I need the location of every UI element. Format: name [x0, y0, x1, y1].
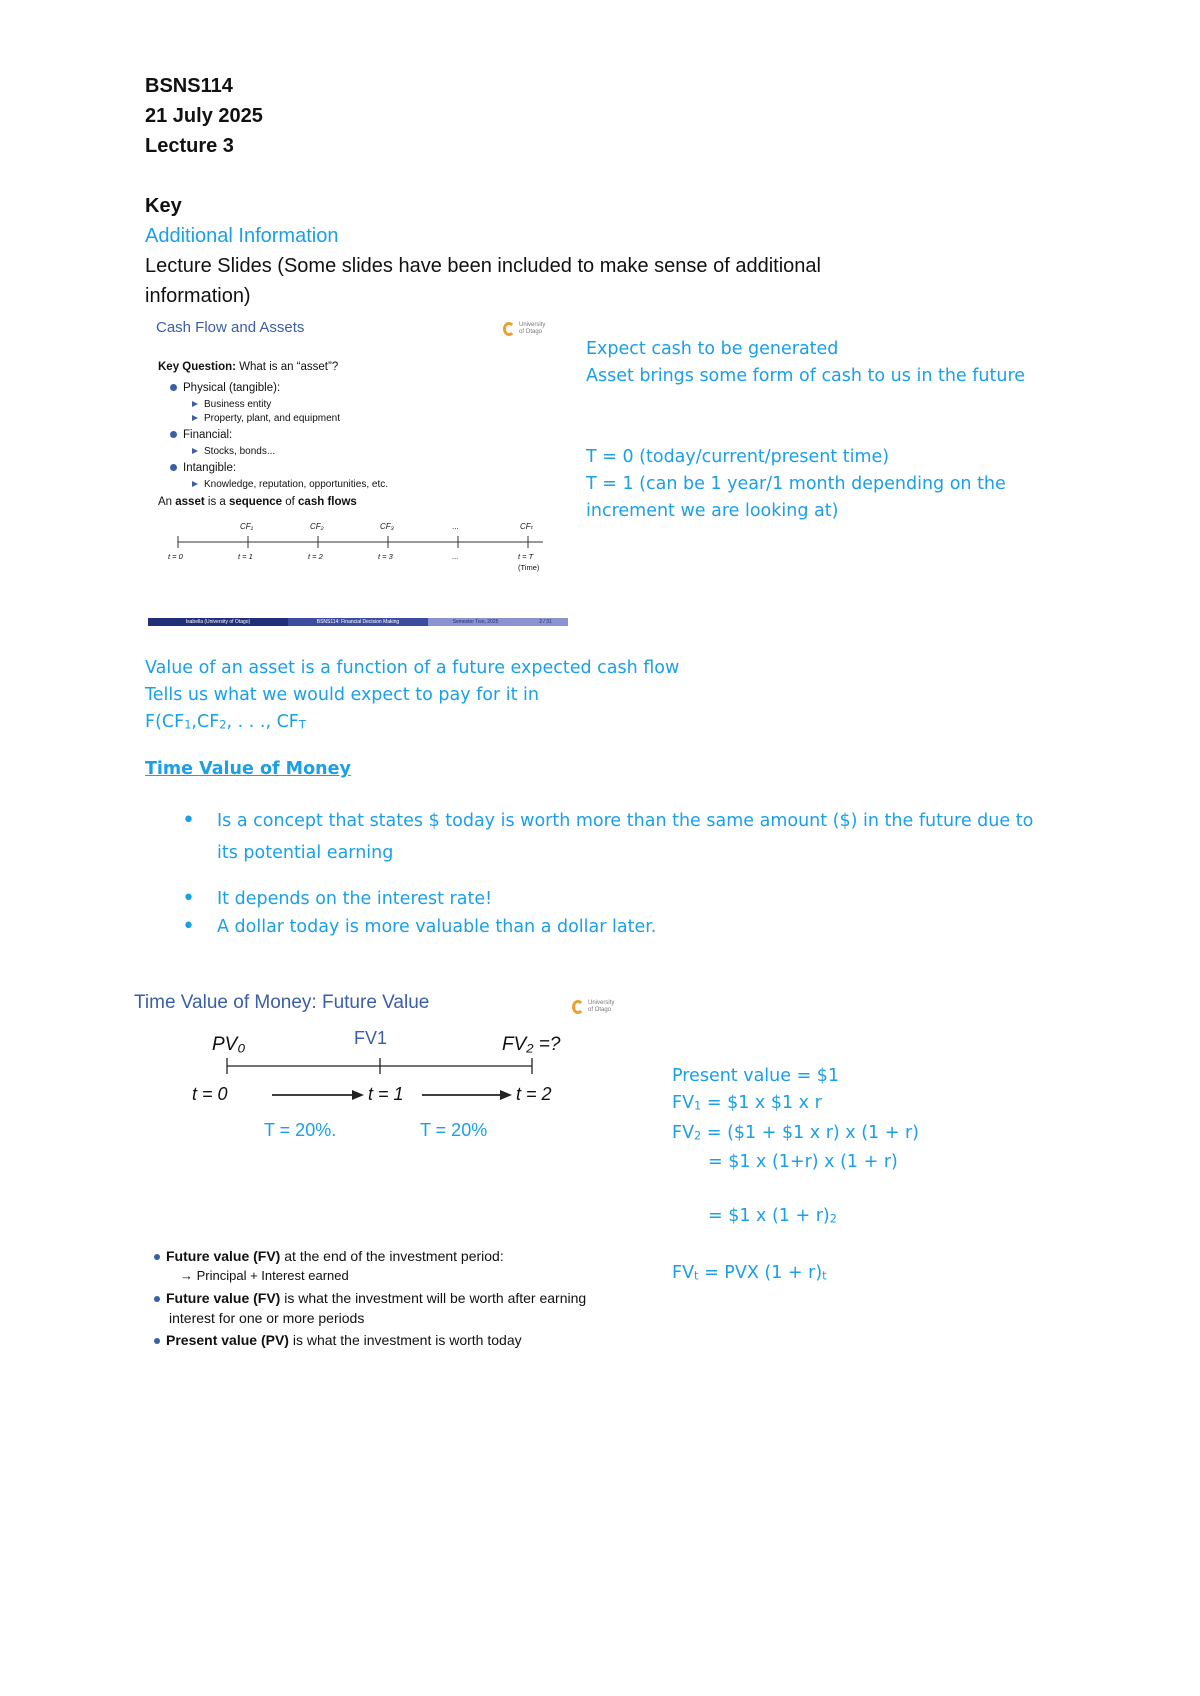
slide-cash-flow-assets — [148, 316, 568, 628]
triangle-bullet-icon — [192, 481, 198, 487]
key-heading: Key — [145, 195, 182, 217]
note-increment: increment we are looking at) — [586, 501, 839, 521]
time-label: (Time) — [518, 563, 540, 572]
formula-fv2: $FV_2$ = ($1 + $1 x r) x (1 + r) — [672, 1122, 919, 1143]
lecture-number: Lecture 3 — [145, 135, 234, 157]
t1-label: t = 1 — [238, 552, 253, 561]
slide2-t0: t = 0 — [192, 1084, 228, 1104]
fv1-label: FV1 — [354, 1028, 388, 1048]
note-expect-to-pay: Tells us what we would expect to pay for it in — [145, 685, 539, 705]
university-logo: University of Otago — [503, 322, 545, 336]
fv-formulas — [672, 1063, 919, 1290]
slide1-property: Property, plant, and equipment — [192, 413, 340, 424]
pv0-label: PV₀ — [212, 1034, 246, 1055]
slide1-asset-definition: An asset is a sequence of cash flows — [158, 496, 357, 508]
note-asset-brings-cash: Asset brings some form of cash to us in the future — [586, 366, 1026, 386]
slide1-financial: Financial: — [170, 429, 232, 441]
footer-page: 2 / 31 — [523, 618, 568, 626]
slide1-footer — [148, 618, 568, 626]
tT-label: t = T — [518, 552, 534, 561]
note-function-formula: $F(CF_1,CF_2$, . . ., $CF_T$ — [145, 712, 306, 732]
bullet-icon — [170, 464, 177, 471]
formula-eq3: = $1 x $(1 + r)_2$ — [708, 1206, 837, 1227]
cash-flow-timeline — [148, 516, 568, 596]
slide2-pv-bullet: Present value (PV) is what the investment is worth today — [154, 1332, 522, 1348]
tvm-heading: Time Value of Money — [145, 759, 351, 779]
footer-author: Isabella (University of Otago) — [148, 618, 288, 626]
slide-time-value-future-value — [132, 990, 652, 1370]
key-slides-line2: information) — [145, 285, 251, 307]
slide1-business: Business entity — [192, 399, 271, 410]
tvm-bullet-3: • A dollar today is more valuable than a dollar later. — [145, 913, 1075, 941]
formula-present-value: Present value = $1 — [672, 1066, 840, 1086]
value-notes — [145, 655, 679, 739]
slide2-t1: t = 1 — [368, 1084, 404, 1104]
footer-semester: Semester Two, 2025 — [428, 618, 523, 626]
slide2-title: Time Value of Money: Future Value — [134, 992, 430, 1013]
rate-period-2: T = 20% — [420, 1120, 488, 1140]
university-logo-icon — [503, 322, 515, 336]
t2-label: t = 2 — [308, 552, 323, 561]
tvm-bullet-1: • Is a concept that states $ today is worth more than the same amount ($) in the future due to its potential earning — [145, 805, 1075, 869]
formula-fvt: $FV_t$ = PVX $(1 + r)_t$ — [672, 1263, 827, 1284]
t0-label: t = 0 — [168, 552, 183, 561]
bullet-icon — [170, 431, 177, 438]
triangle-bullet-icon — [192, 401, 198, 407]
formula-fv1: $FV_1$ = $1 x $1 x r — [672, 1093, 822, 1113]
slide1-key-question: Key Question: What is an “asset”? — [158, 361, 339, 373]
cf-ellipsis-label: ... — [452, 522, 459, 531]
slide2-t2: t = 2 — [516, 1084, 552, 1104]
slide1-intangible: Intangible: — [170, 462, 236, 474]
formula-eq2: = $1 x (1+r) x (1 + r) — [708, 1152, 898, 1173]
key-additional: Additional Information — [145, 225, 339, 247]
cf1-label: CF₁ — [240, 522, 254, 531]
bullet-icon — [154, 1338, 160, 1344]
slide1-knowledge: Knowledge, reputation, opportunities, etc. — [192, 479, 388, 490]
triangle-bullet-icon — [192, 448, 198, 454]
note-t0: T = 0 (today/current/present time) — [586, 447, 890, 467]
course-code: BSNS114 — [145, 75, 233, 97]
note-value-function: Value of an asset is a function of a future expected cash flow — [145, 658, 680, 678]
tvm-bullet-2: • It depends on the interest rate! — [145, 885, 1075, 913]
triangle-bullet-icon — [192, 415, 198, 421]
tvm-bullets — [145, 805, 1075, 941]
cft-label: CFₜ — [520, 522, 534, 531]
bullet-icon — [170, 384, 177, 391]
footer-course: BSNS114: Financial Decision Making — [288, 618, 428, 626]
university-logo-icon — [572, 1000, 584, 1014]
cf2-label: CF₂ — [310, 522, 324, 531]
slide2-fv2-line2: interest for one or more periods — [169, 1310, 365, 1326]
note-expect-cash: Expect cash to be generated — [586, 339, 839, 359]
slide2-principal: → Principal + Interest earned — [180, 1268, 349, 1283]
t3-label: t = 3 — [378, 552, 393, 561]
slide1-stocks: Stocks, bonds... — [192, 446, 275, 457]
key-slides-line1: Lecture Slides (Some slides have been included to make sense of additional — [145, 255, 821, 277]
t-ellipsis-label: ... — [452, 552, 459, 561]
bullet-icon — [154, 1296, 160, 1302]
lecture-date: 21 July 2025 — [145, 105, 263, 127]
cf3-label: CF₃ — [380, 522, 394, 531]
rate-period-1: T = 20%. — [264, 1120, 337, 1140]
slide2-fv2-bullet: Future value (FV) is what the investment will be worth after earning — [154, 1290, 586, 1306]
fv2-label: FV₂ =? — [502, 1034, 561, 1055]
slide1-physical: Physical (tangible): — [170, 382, 280, 394]
university-logo-2: University of Otago — [572, 1000, 614, 1014]
bullet-icon — [154, 1254, 160, 1260]
slide1-title: Cash Flow and Assets — [156, 319, 305, 336]
note-t1: T = 1 (can be 1 year/1 month depending on the — [586, 474, 1006, 494]
slide1-notes — [586, 336, 1025, 525]
slide2-fv-bullet: Future value (FV) at the end of the investment period: — [154, 1248, 504, 1264]
